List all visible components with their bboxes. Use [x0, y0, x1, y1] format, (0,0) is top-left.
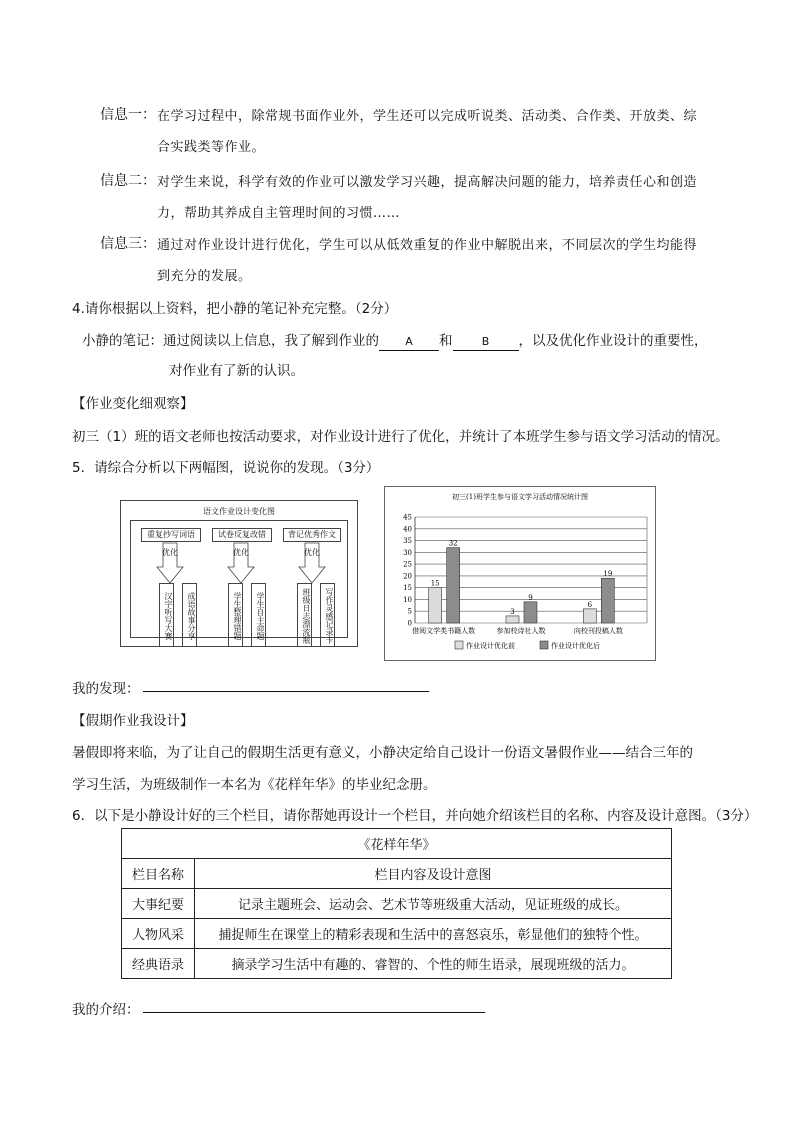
- y-tick-label: 0: [407, 619, 412, 628]
- flowchart-top-item: 重复抄写词语: [141, 528, 201, 542]
- table-cell-name: 人物风采: [122, 919, 195, 949]
- intro-answer-line[interactable]: [143, 1012, 485, 1013]
- bar-value-label: 3: [510, 607, 515, 616]
- y-tick-label: 40: [403, 525, 412, 534]
- y-tick-label: 15: [403, 584, 412, 593]
- info-1-label: 信息一：: [100, 107, 156, 123]
- bar-value-label: 9: [528, 593, 533, 602]
- arrow-label: 优化: [304, 548, 320, 557]
- y-tick-label: 35: [403, 537, 412, 546]
- bar: [506, 616, 519, 623]
- y-tick-label: 25: [403, 560, 412, 569]
- info-3-line2: 到充分的发展。: [157, 269, 252, 284]
- flowchart-top-item: 背记优秀作文: [283, 528, 341, 542]
- flowchart: [120, 500, 358, 647]
- flowchart-frame: [130, 520, 348, 644]
- q4-note-suffix: ，以及优化作业设计的重要性，: [518, 333, 708, 349]
- flowchart-bottom-item: 写作灵感记录卡: [320, 583, 335, 647]
- q5-question: 5．请综合分析以下两幅图，说说你的发现。（3分）: [72, 460, 380, 476]
- arrow-label: 优化: [162, 548, 178, 557]
- legend-label: 作业设计优化前: [466, 642, 515, 650]
- bar-value-label: 15: [430, 579, 440, 588]
- flowchart-bottom-item: 班级日志漂流瓶: [297, 583, 312, 647]
- flowchart-bottom-item: 汉字听写大赛: [159, 583, 174, 647]
- table-cell-name: 大事纪要: [122, 889, 195, 919]
- bar-chart: [384, 486, 656, 661]
- q4-blank-b[interactable]: B: [453, 334, 519, 351]
- info-1-line1: 在学习过程中，除常规书面作业外，学生还可以完成听说类、活动类、合作类、开放类、综: [157, 109, 698, 124]
- section3-title: 【假期作业我设计】: [72, 713, 194, 729]
- legend-swatch: [540, 641, 548, 649]
- flowchart-title: 语文作业设计变化图: [203, 507, 275, 516]
- table-row: [122, 919, 672, 949]
- legend-swatch: [455, 641, 463, 649]
- q4-note-prefix: 小静的笔记：通过阅读以上信息，我了解到作业的: [82, 333, 379, 349]
- bar: [447, 548, 460, 623]
- table-cell-name: 经典语录: [122, 949, 195, 979]
- info-2-line1: 对学生来说，科学有效的作业可以激发学习兴趣，提高解决问题的能力，培养责任心和创造: [157, 175, 698, 190]
- info-3-line1: 通过对作业设计进行优化，学生可以从低效重复的作业中解脱出来，不同层次的学生均能得: [157, 238, 698, 253]
- q4-note-line2: 对作业有了新的认识。: [169, 363, 304, 379]
- info-2-label: 信息二：: [100, 173, 156, 189]
- bar: [429, 588, 442, 623]
- q6-question: 6．以下是小静设计好的三个栏目，请你帮她再设计一个栏目，并向她介绍该栏目的名称、内容及设计意图。（3分）: [72, 808, 758, 824]
- table-cell-content: 摘录学习生活中有趣的、睿智的、个性的师生语录，展现班级的活力。: [195, 949, 672, 979]
- x-tick-label: 参加校诗社人数: [496, 627, 546, 635]
- table-row: [122, 889, 672, 919]
- q4-note: [82, 329, 708, 351]
- arrow-label: 优化: [233, 548, 249, 557]
- y-tick-label: 10: [403, 595, 412, 604]
- intro-label: 我的介绍：: [72, 1002, 140, 1018]
- chart-title: 初三(1)班学生参与语文学习活动情况统计图: [452, 493, 588, 501]
- info-1-line2: 合实践类等作业。: [157, 140, 266, 155]
- legend-label: 作业设计优化后: [551, 642, 600, 650]
- info-2-line2: 力，帮助其养成自主管理时间的习惯……: [157, 206, 401, 221]
- table-row: [122, 949, 672, 979]
- bar-chart-svg: [385, 487, 655, 660]
- bar: [601, 578, 614, 623]
- section2-intro: 初三（1）班的语文老师也按活动要求，对作业设计进行了优化，并统计了本班学生参与语文学习活动的情况。: [72, 429, 729, 445]
- optimize-arrows: [131, 541, 349, 585]
- bar-value-label: 19: [603, 570, 613, 579]
- y-tick-label: 30: [403, 548, 412, 557]
- table-title: 《花样年华》: [122, 829, 672, 859]
- flowchart-top-item: 试卷反复改错: [212, 528, 272, 542]
- table-cell-content: 捕捉师生在课堂上的精彩表现和生活中的喜怒哀乐，彰显他们的独特个性。: [195, 919, 672, 949]
- column-table: [121, 828, 672, 979]
- q4-question: 4.请你根据以上资料，把小静的笔记补充完整。（2分）: [72, 301, 398, 317]
- bar: [524, 602, 537, 623]
- flowchart-bottom-item: 成语故事分享: [182, 583, 197, 647]
- flowchart-bottom-item: 学生自主命题: [251, 583, 266, 647]
- x-tick-label: 向校刊投稿人数: [573, 627, 623, 635]
- y-tick-label: 45: [403, 513, 412, 522]
- y-tick-label: 20: [403, 572, 412, 581]
- q4-and: 和: [439, 333, 453, 349]
- q4-blank-a[interactable]: A: [379, 334, 439, 351]
- section2-title: 【作业变化细观察】: [72, 396, 194, 412]
- flowchart-bottom-item: 学生整理错题: [228, 583, 243, 647]
- info-3-label: 信息三：: [100, 236, 156, 252]
- finding-label: 我的发现：: [72, 681, 140, 697]
- y-tick-label: 5: [407, 607, 412, 616]
- table-header-cell: 栏目内容及设计意图: [195, 859, 672, 889]
- bar-value-label: 6: [587, 600, 593, 609]
- table-cell-content: 记录主题班会、运动会、艺术节等班级重大活动，见证班级的成长。: [195, 889, 672, 919]
- finding-answer-line[interactable]: [143, 691, 429, 692]
- bar: [583, 609, 596, 623]
- x-tick-label: 借阅文学类书籍人数: [412, 627, 476, 635]
- bar-value-label: 32: [448, 539, 458, 548]
- table-header-cell: 栏目名称: [122, 859, 195, 889]
- section3-intro-line2: 学习生活，为班级制作一本名为《花样年华》的毕业纪念册。: [72, 777, 437, 793]
- section3-intro-line1: 暑假即将来临，为了让自己的假期生活更有意义，小静决定给自己设计一份语文暑假作业——结合三年的: [72, 745, 693, 761]
